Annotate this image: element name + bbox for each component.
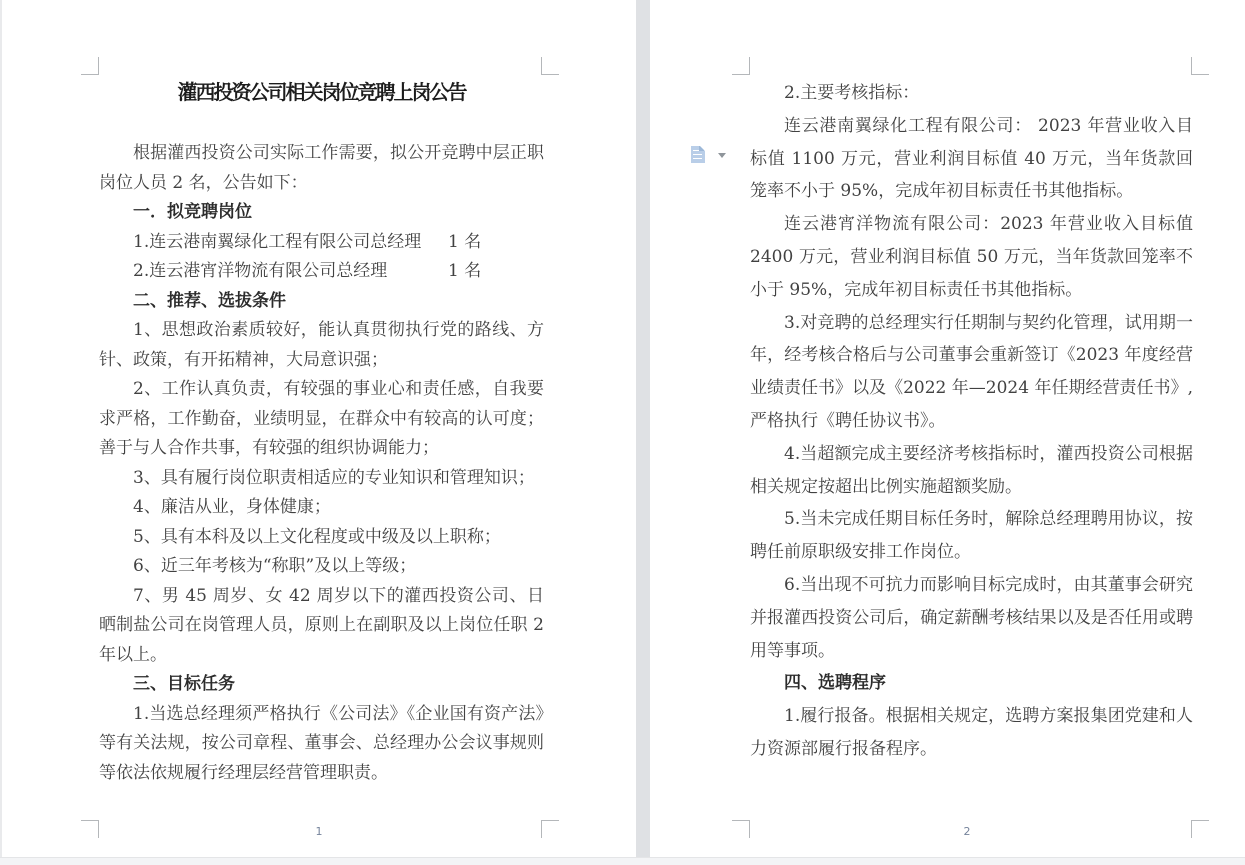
margin-mark-top-right (541, 57, 559, 75)
condition-item[interactable]: 4、廉洁从业，身体健康； (133, 497, 331, 517)
paragraph[interactable]: 连云港宵洋物流有限公司：2023 年营业收入目标值 2400 万元，营业利润目标值 50 万元，当年货款回笼率不小于 95%，完成年初目标责任书其他指标。 (750, 214, 1193, 300)
position-count: 1 名 (448, 261, 482, 281)
condition-item[interactable]: 5、具有本科及以上文化程度或中级及以上职称； (133, 526, 501, 547)
margin-mark-top-right (1191, 57, 1209, 75)
task-item[interactable]: 1.当选总经理须严格执行《公司法》《企业国有资产法》等有关法规，按公司章程、董事会、总经理办公会议事规则等依法依规履行经理层经营管理职责。 (99, 703, 544, 783)
condition-item[interactable]: 3、具有履行岗位职责相适应的专业知识和管理知识； (133, 467, 535, 488)
position-name: 2.连云港宵洋物流有限公司总经理 (133, 261, 388, 281)
margin-mark-top-left (732, 57, 750, 75)
condition-item[interactable]: 6、近三年考核为“称职”及以上等级； (133, 556, 417, 576)
paragraph[interactable]: 5.当未完成任期目标任务时，解除总经理聘用协议，按聘任前原职级安排工作岗位。 (750, 509, 1193, 563)
page-1[interactable] (2, 0, 636, 857)
position-line[interactable] (99, 257, 544, 287)
document-title[interactable]: 灌西投资公司相关岗位竞聘上岗公告 (177, 80, 466, 104)
document-icon[interactable] (691, 146, 705, 163)
position-line[interactable] (99, 228, 544, 258)
page-1-text-area[interactable] (99, 78, 544, 788)
paragraph[interactable]: 3.对竞聘的总经理实行任期制与契约化管理，试用期一年，经考核合格后与公司董事会重新签订《2023 年度经营业绩责任书》以及《2022 年—2024 年任期经营责任书》,严格执行《聘任协议书》。 (750, 312, 1193, 431)
margin-mark-top-left (81, 57, 99, 75)
section-4-heading[interactable]: 四、选聘程序 (784, 673, 886, 694)
page-number-footer: 1 (315, 825, 323, 838)
paragraph[interactable]: 2.主要考核指标： (784, 83, 920, 103)
chevron-down-icon[interactable] (718, 153, 726, 158)
paragraph[interactable]: 连云港南翼绿化工程有限公司： 2023 年营业收入目标值 1100 万元，营业利润目标值 40 万元，当年货款回笼率不小于 95%，完成年初目标责任书其他指标。 (750, 115, 1193, 202)
page-fold-decoration (699, 146, 704, 151)
condition-item[interactable]: 7、男 45 周岁、女 42 周岁以下的灌西投资公司、日晒制盐公司在岗管理人员，原则上在副职及以上岗位任职 2 年以上。 (99, 585, 544, 665)
page-2-text-area[interactable] (750, 77, 1193, 766)
position-count: 1 名 (448, 231, 482, 252)
paragraph[interactable]: 4.当超额完成主要经济考核指标时，灌西投资公司根据相关规定按超出比例实施超额奖励。 (750, 443, 1193, 497)
document-options-widget[interactable] (691, 144, 731, 168)
paragraph[interactable]: 6.当出现不可抗力而影响目标完成时，由其董事会研究并报灌西投资公司后，确定薪酬考核结果以及是否任用或聘用等事项。 (750, 574, 1193, 661)
page-gap (636, 0, 650, 857)
section-2-heading[interactable]: 二、推荐、选拔条件 (133, 290, 286, 311)
position-name: 1.连云港南翼绿化工程有限公司总经理 (133, 231, 422, 252)
condition-item[interactable]: 2、工作认真负责，有较强的事业心和责任感，自我要求严格，工作勤奋，业绩明显，在群众中有较高的认可度；善于与人合作共事，有较强的组织协调能力； (99, 379, 544, 458)
intro-paragraph[interactable]: 根据灌西投资公司实际工作需要，拟公开竞聘中层正职岗位人员 2 名，公告如下： (99, 143, 544, 193)
page-2[interactable] (650, 0, 1245, 857)
procedure-item[interactable]: 1.履行报备。根据相关规定，选聘方案报集团党建和人力资源部履行报备程序。 (750, 706, 1193, 759)
canvas-bottom-strip (0, 857, 1245, 865)
page-number-footer: 2 (963, 825, 971, 838)
section-1-heading[interactable]: 一．拟竞聘岗位 (133, 202, 252, 222)
condition-item[interactable]: 1、思想政治素质较好，能认真贯彻执行党的路线、方针、政策，有开拓精神，大局意识强； (99, 320, 544, 370)
section-3-heading[interactable]: 三、目标任务 (133, 674, 235, 694)
